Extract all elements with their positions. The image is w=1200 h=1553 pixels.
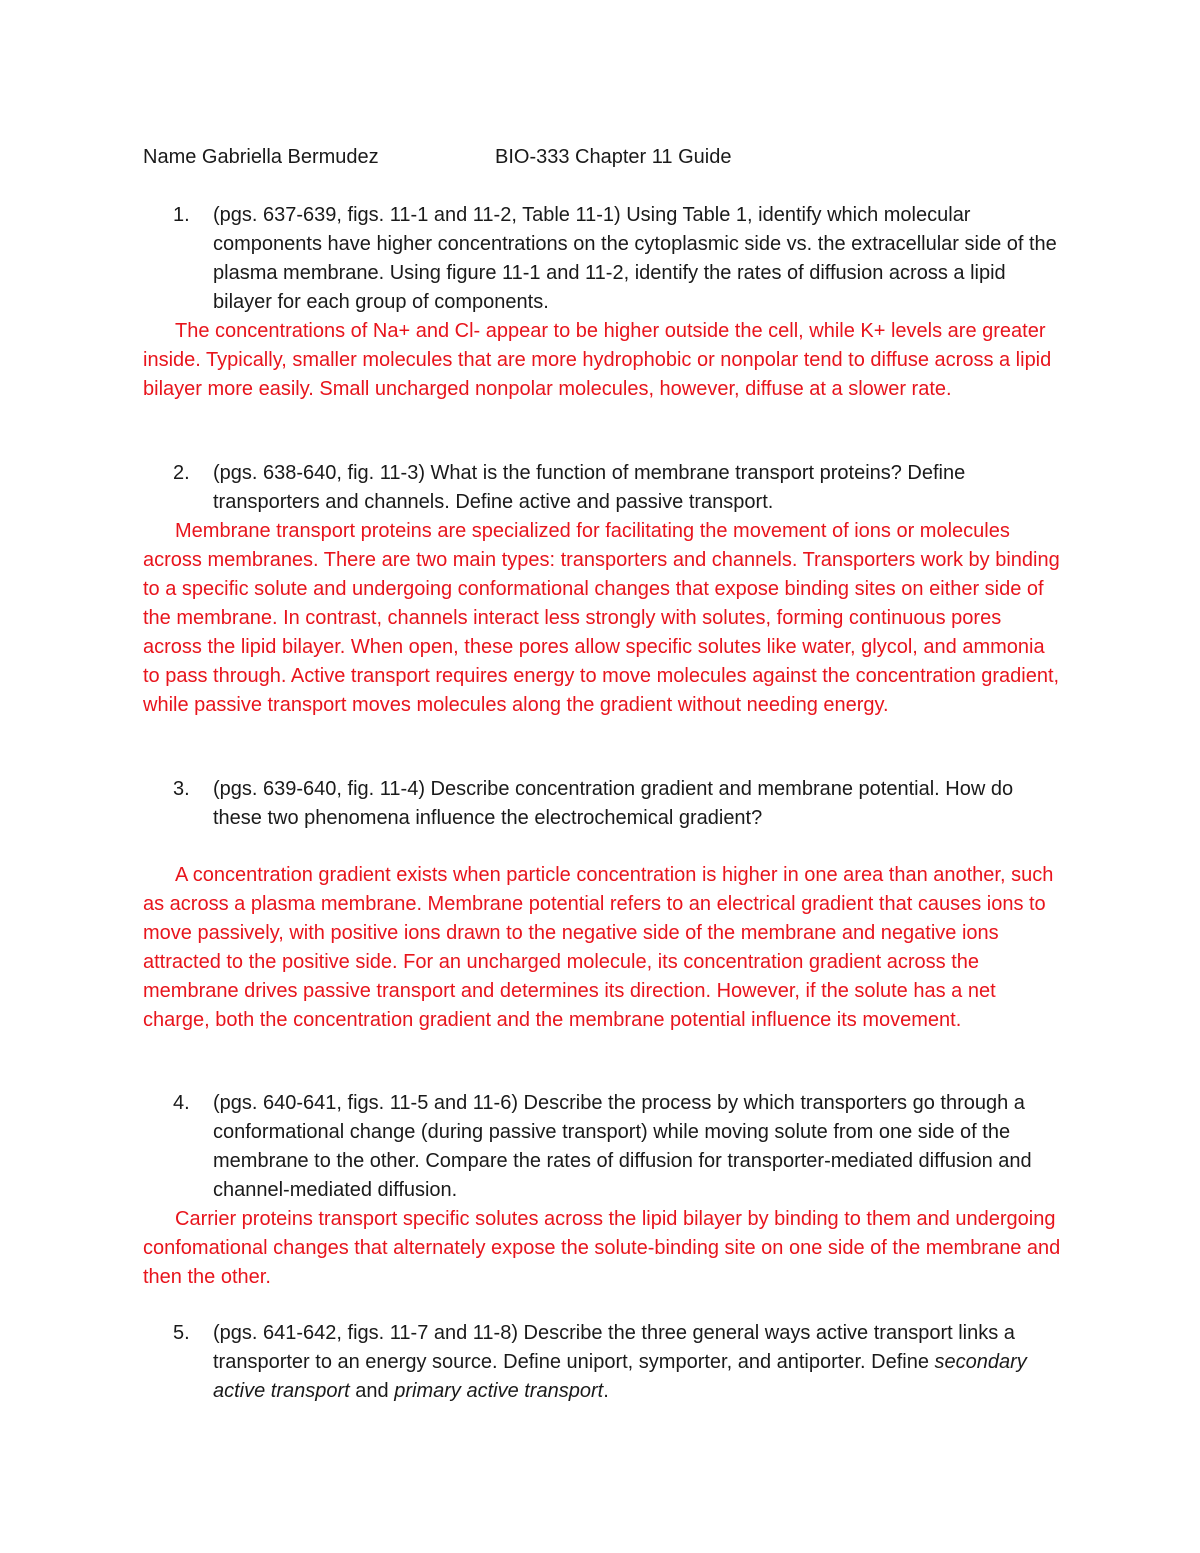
term-secondary-active-transport: secondary active transport <box>213 1351 1027 1402</box>
question-2 <box>143 459 1063 517</box>
question-text: (pgs. 641-642, figs. 11-7 and 11-8) Describe the three general ways active transport links a transporter to an energy source. Define uniport, symporter, and antiporter. Define secondary active transport and primary active transport. <box>213 1322 1027 1402</box>
item-3 <box>143 775 1063 1035</box>
question-4 <box>143 1089 1063 1205</box>
question-number: 1. <box>173 204 190 226</box>
question-text: (pgs. 637-639, figs. 11-1 and 11-2, Table 11-1) Using Table 1, identify which molecular components have higher concentrations on the cytoplasmic side vs. the extracellular side of the plasma membrane. Using figure 11-1 and 11-2, identify the rates of diffusion across a lipid bilayer for each group of components. <box>213 204 1057 313</box>
question-text: (pgs. 639-640, fig. 11-4) Describe concentration gradient and membrane potential. How do these two phenomena influence the electrochemical gradient? <box>213 778 1014 829</box>
question-5 <box>143 1319 1063 1406</box>
course-title: BIO-333 Chapter 11 Guide <box>495 146 732 168</box>
question-number: 2. <box>173 462 190 484</box>
question-number: 5. <box>173 1322 190 1344</box>
question-number: 3. <box>173 778 190 800</box>
question-1 <box>143 201 1063 317</box>
question-text: (pgs. 640-641, figs. 11-5 and 11-6) Describe the process by which transporters go through a conformational change (during passive transport) while moving solute from one side of the membrane to the other. Compare the rates of diffusion for transporter-mediated diffusion and channel-mediated diffusion. <box>213 1092 1032 1201</box>
answer-4: Carrier proteins transport specific solutes across the lipid bilayer by binding to them and undergoing confomational changes that alternately expose the solute-binding site on one side of the membrane and then the other. <box>143 1208 1061 1288</box>
question-number: 4. <box>173 1092 190 1114</box>
document-header <box>143 143 732 171</box>
item-2 <box>143 459 1063 720</box>
question-3 <box>143 775 1063 833</box>
term-primary-active-transport: primary active transport <box>394 1380 604 1402</box>
item-5 <box>143 1319 1063 1406</box>
question-text: (pgs. 638-640, fig. 11-3) What is the function of membrane transport proteins? Define transporters and channels. Define active and passive transport. <box>213 462 966 513</box>
answer-3: A concentration gradient exists when particle concentration is higher in one area than another, such as across a plasma membrane. Membrane potential refers to an electrical gradient that causes ions to move passively, with positive ions drawn to the negative side of the membrane and negative ions attracted to the positive side. For an uncharged molecule, its concentration gradient across the membrane drives passive transport and determines its direction. However, if the solute has a net charge, both the concentration gradient and the membrane potential influence its movement. <box>143 864 1054 1031</box>
item-4 <box>143 1089 1063 1292</box>
item-1 <box>143 201 1063 404</box>
answer-1: The concentrations of Na+ and Cl- appear to be higher outside the cell, while K+ levels are greater inside. Typically, smaller molecules that are more hydrophobic or nonpolar tend to diffuse across a lipid bilayer more easily. Small uncharged nonpolar molecules, however, diffuse at a slower rate. <box>143 320 1052 400</box>
student-name: Name Gabriella Bermudez <box>143 146 379 168</box>
answer-2: Membrane transport proteins are specialized for facilitating the movement of ions or molecules across membranes. There are two main types: transporters and channels. Transporters work by binding to a specific solute and undergoing conformational changes that expose binding sites on either side of the membrane. In contrast, channels interact less strongly with solutes, forming continuous pores across the lipid bilayer. When open, these pores allow specific solutes like water, glycol, and ammonia to pass through. Active transport requires energy to move molecules against the concentration gradient, while passive transport moves molecules along the gradient without needing energy. <box>143 520 1060 716</box>
